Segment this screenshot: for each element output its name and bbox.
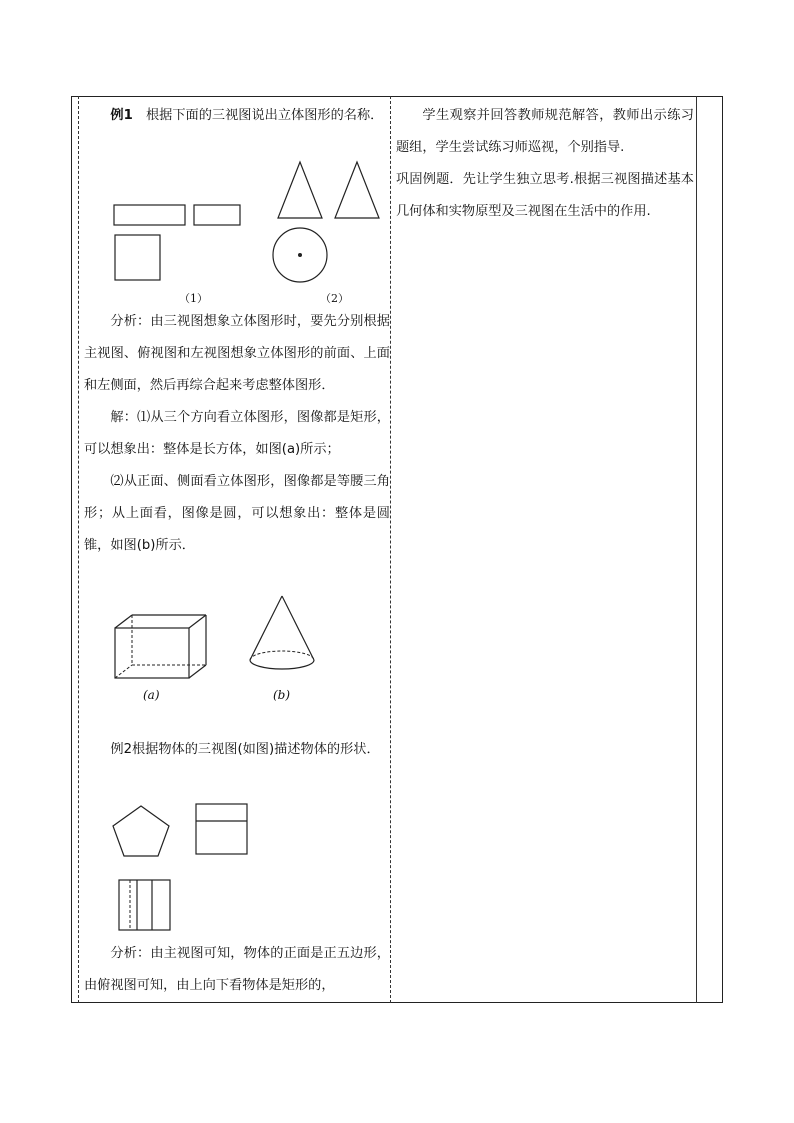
right-column [396, 100, 694, 228]
teacher-activity: 学生观察并回答教师规范解答，教师出示练习题组，学生尝试练习师巡视，个别指导. [396, 108, 694, 155]
circle-center-dot [298, 253, 302, 257]
figure-caption-1: （1） [179, 292, 208, 305]
rect-side-view-2 [196, 804, 247, 854]
left-column-analysis [84, 306, 390, 562]
example-1-text: 根据下面的三视图说出立体图形的名称． [132, 108, 384, 123]
pentagon-front-view [113, 806, 169, 856]
three-view-figure-2 [105, 798, 265, 938]
left-column-analysis-2 [84, 938, 390, 1002]
column-divider-middle [390, 96, 391, 1003]
square-top-view [115, 235, 160, 280]
cuboid-figure [115, 615, 206, 678]
solution-1: 解：⑴从三个方向看立体图形，图像都是矩形，可以想象出：整体是长方体，如图(a)所示； [84, 410, 390, 457]
solid-figures [105, 590, 335, 690]
figure-caption-b: (b) [273, 688, 291, 702]
triangle-front-view [278, 162, 322, 218]
consolidation-note: 巩固例题．先让学生独立思考.根据三视图描述基本几何体和实物原型及三视图在生活中的作用. [396, 172, 694, 219]
rect-top-view-2 [119, 880, 170, 930]
figure-caption-2: （2） [320, 292, 349, 305]
analysis-2: 分析：由主视图可知，物体的正面是正五边形，由俯视图可知，由上向下看物体是矩形的， [84, 946, 390, 993]
cone-figure [250, 596, 314, 669]
rect-front-view [114, 205, 185, 225]
example-2: 例2根据物体的三视图(如图)描述物体的形状． [110, 742, 380, 757]
column-divider-left [78, 96, 79, 1003]
analysis-1: 分析：由三视图想象立体图形时，要先分别根据主视图、俯视图和左视图想象立体图形的前面、上面和左侧面，然后再综合起来考虑整体图形． [84, 314, 390, 393]
triangle-side-view [335, 162, 379, 218]
solution-2: ⑵从正面、侧面看立体图形，图像都是等腰三角形；从上面看，图像是圆，可以想象出：整体是圆锥，如图(b)所示． [84, 474, 390, 553]
three-view-figure-1 [100, 155, 390, 305]
rect-side-view [194, 205, 240, 225]
column-divider-right [696, 96, 697, 1003]
figure-caption-a: (a) [143, 688, 160, 702]
example-1-label: 例1 [110, 108, 133, 123]
left-column [84, 100, 390, 132]
left-column-example-2 [84, 734, 390, 766]
example-1 [84, 100, 390, 132]
